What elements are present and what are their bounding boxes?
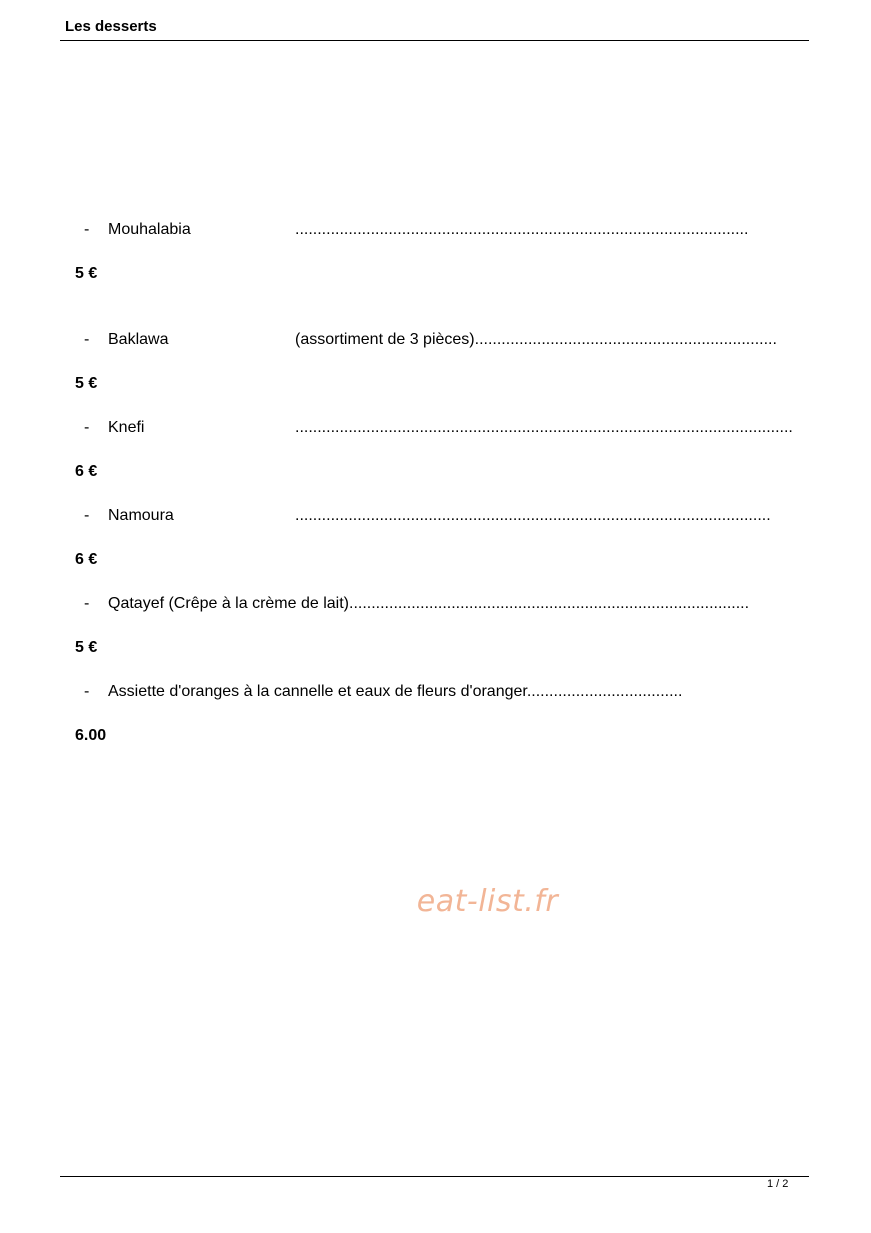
- item-name: Baklawa: [108, 331, 169, 348]
- menu-item-mouhalabia: [0, 221, 871, 245]
- item-price: 5 €: [75, 265, 98, 282]
- item-name: Knefi: [108, 419, 145, 436]
- item-price: 6 €: [75, 551, 98, 568]
- page-title: Les desserts: [65, 18, 157, 35]
- menu-item-namoura: [0, 507, 871, 531]
- list-bullet: -: [84, 419, 90, 436]
- menu-item-qatayef: [0, 595, 871, 619]
- menu-item-assiette-oranges: [0, 683, 871, 707]
- item-detail: ......................................................................................................: [295, 221, 749, 238]
- item-name: Qatayef (Crêpe à la crème de lait)..........................................................................................: [108, 595, 750, 612]
- item-detail: (assortiment de 3 pièces)....................................................................: [295, 331, 777, 348]
- menu-item-knefi: [0, 419, 871, 443]
- header-rule: [60, 40, 809, 41]
- item-name: Mouhalabia: [108, 221, 191, 238]
- list-bullet: -: [84, 595, 90, 612]
- item-name: Namoura: [108, 507, 174, 524]
- footer-rule: [60, 1176, 809, 1177]
- item-price: 5 €: [75, 375, 98, 392]
- item-price: 6 €: [75, 463, 98, 480]
- list-bullet: -: [84, 683, 90, 700]
- watermark: eat-list.fr: [416, 884, 559, 919]
- item-price: 5 €: [75, 639, 98, 656]
- item-detail: ...........................................................................................................: [295, 507, 771, 524]
- item-detail: ................................................................................................................: [295, 419, 793, 436]
- item-name: Assiette d'oranges à la cannelle et eaux de fleurs d'oranger...................................: [108, 683, 683, 700]
- list-bullet: -: [84, 221, 90, 238]
- list-bullet: -: [84, 331, 90, 348]
- list-bullet: -: [84, 507, 90, 524]
- item-price: 6.00: [75, 727, 107, 744]
- page-number: 1 / 2: [767, 1178, 789, 1190]
- menu-item-baklawa: [0, 331, 871, 355]
